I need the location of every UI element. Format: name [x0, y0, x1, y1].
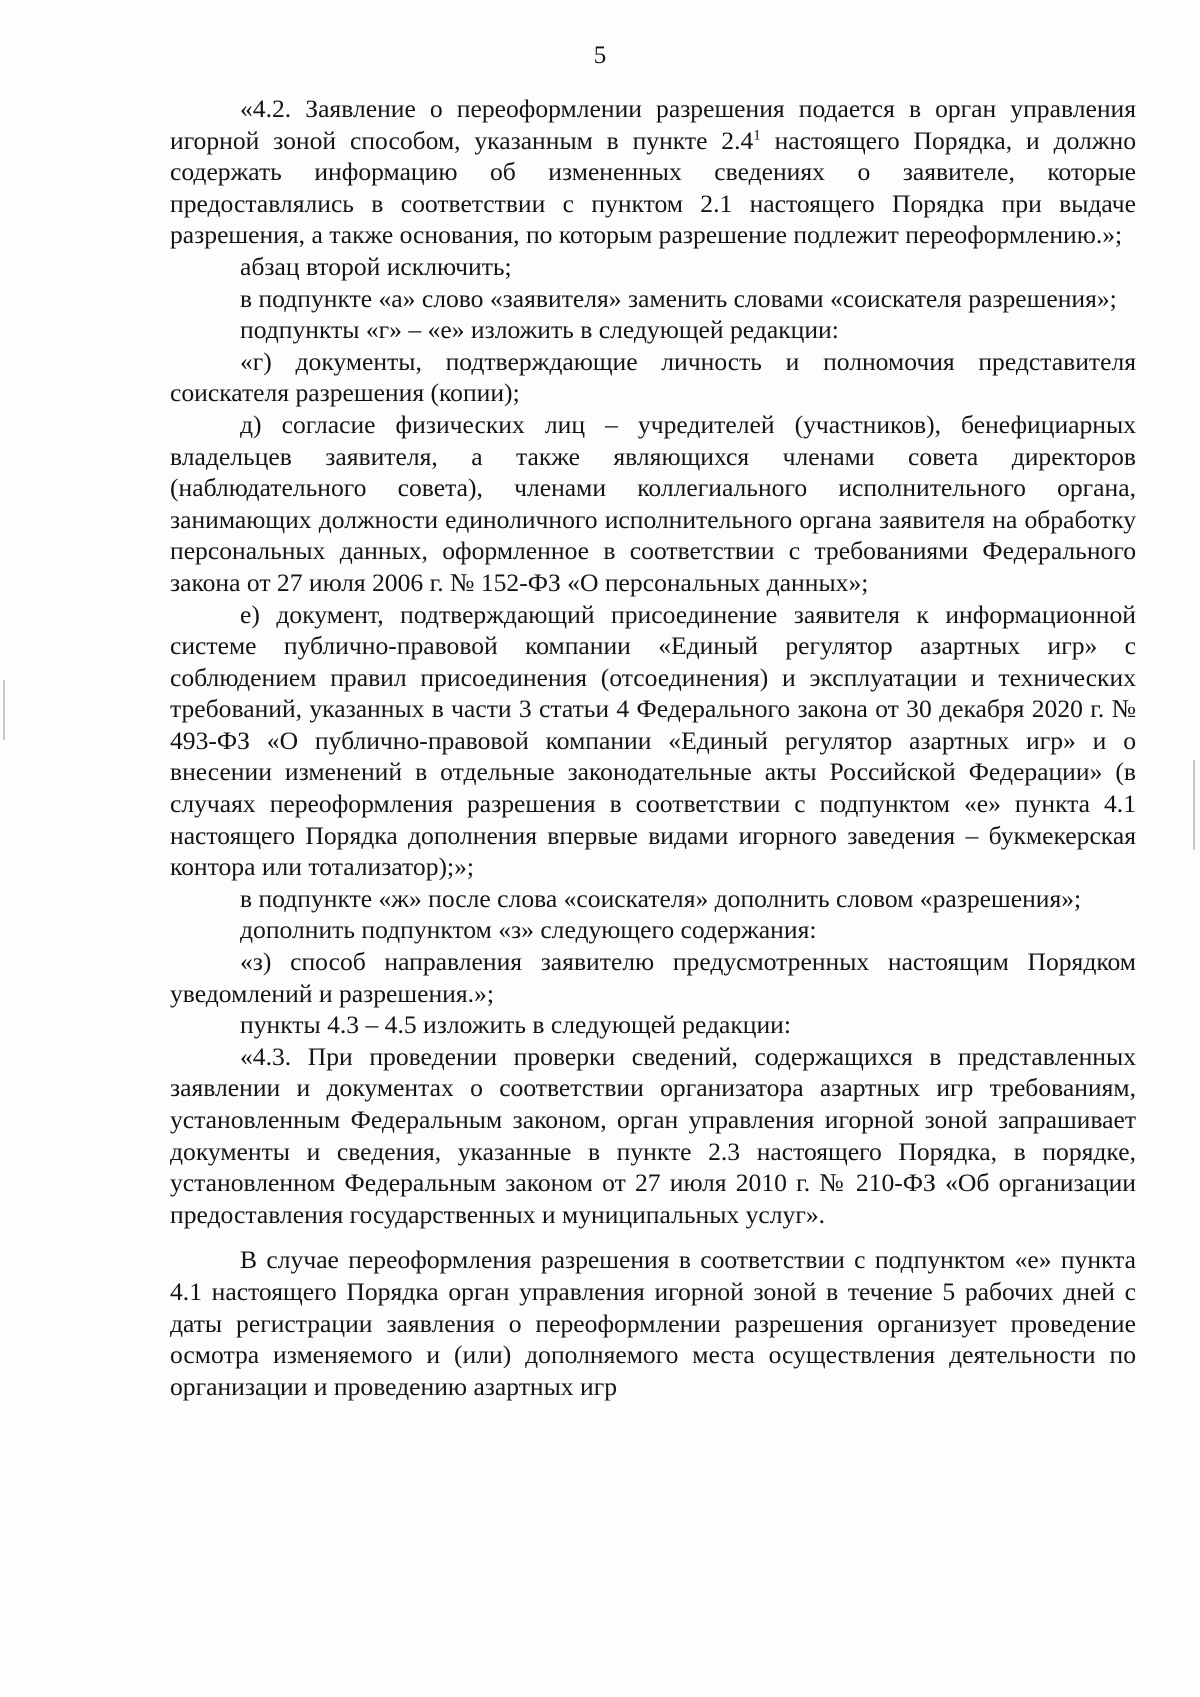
paragraph-4-3: «4.3. При проведении проверки сведений, содержащихся в представленных заявлении и документах о соответствии организатора азартных игр требованиям, установленным Федеральным законом, орган управления игорной зоной запрашивает документы и сведения, указанные в пункте 2.3 настоящего Порядка, в порядке, установленном Федеральным законом от 27 июля 2010 г. № 210-ФЗ «Об организации предоставления государственных и муниципальных услуг».	[170, 1041, 1136, 1229]
paragraph: пункты 4.3 – 4.5 изложить в следующей редакции:	[240, 1010, 791, 1040]
footnote-superscript: 1	[753, 127, 761, 144]
paragraph: дополнить подпунктом «з» следующего содержания:	[240, 915, 817, 945]
paragraph: В случае переоформления разрешения в соответствии с подпунктом «е» пункта 4.1 настоящего Порядка орган управления игорной зоной в течение 5 рабочих дней с даты регистрации заявления о переоформлении разрешения организует проведение осмотра изменяемого и (или) дополняемого места осуществления деятельности по организации и проведению азартных игр	[170, 1245, 1136, 1401]
document-body	[170, 93, 1136, 1402]
paragraph-4-2: «4.2. Заявление о переоформлении разрешения подается в орган управления игорной зоной способом, указанным в пункте $2.4^1$ настоящего Порядка, и должно содержать информацию об измененных сведениях о заявителе, которые предоставлялись в соответствии с пунктом 2.1 настоящего Порядка при выдаче разрешения, а также основания, по которым разрешение подлежит переоформлению.»;	[170, 94, 1136, 250]
paragraph-subitem-d: д) согласие физических лиц – учредителей (участников), бенефициарных владельцев заявителя, а также являющихся членами совета директоров (наблюдательного совета), членами коллегиального исполнительного органа, занимающих должности единоличного исполнительного органа заявителя на обработку персональных данных, оформленное в соответствии с требованиями Федерального закона от 27 июля 2006 г. № 152-ФЗ «О персональных данных»;	[170, 409, 1136, 597]
scan-edge-mark	[3, 680, 5, 740]
paragraph-subitem-e: е) документ, подтверждающий присоединение заявителя к информационной системе публично-правовой компании «Единый регулятор азартных игр» с соблюдением правил присоединения (отсоединения) и эксплуатации и технических требований, указанных в части 3 статьи 4 Федерального закона от 30 декабря 2020 г. № 493-ФЗ «О публично-правовой компании «Единый регулятор азартных игр» и о внесении изменений в отдельные законодательные акты Российской Федерации» (в случаях переоформления разрешения в соответствии с подпунктом «е» пункта 4.1 настоящего Порядка дополнения впервые видами игорного заведения – букмекерская контора или тотализатор);»;	[170, 599, 1136, 882]
paragraph-subitem-z: «з) способ направления заявителю предусмотренных настоящим Порядком уведомлений и разрешения.»;	[170, 947, 1136, 1008]
page-number: 5	[593, 42, 607, 69]
paragraph: в подпункте «ж» после слова «соискателя» дополнить словом «разрешения»;	[240, 883, 1082, 913]
paragraph-subitem-g: «г) документы, подтверждающие личность и полномочия представителя соискателя разрешения (копии);	[170, 346, 1136, 408]
scan-edge-mark	[1193, 760, 1195, 850]
paragraph: абзац второй исключить;	[240, 251, 512, 281]
paragraph: в подпункте «а» слово «заявителя» заменить словами «соискателя разрешения»;	[240, 283, 1117, 313]
paragraph: подпункты «г» – «е» изложить в следующей редакции:	[240, 315, 839, 345]
